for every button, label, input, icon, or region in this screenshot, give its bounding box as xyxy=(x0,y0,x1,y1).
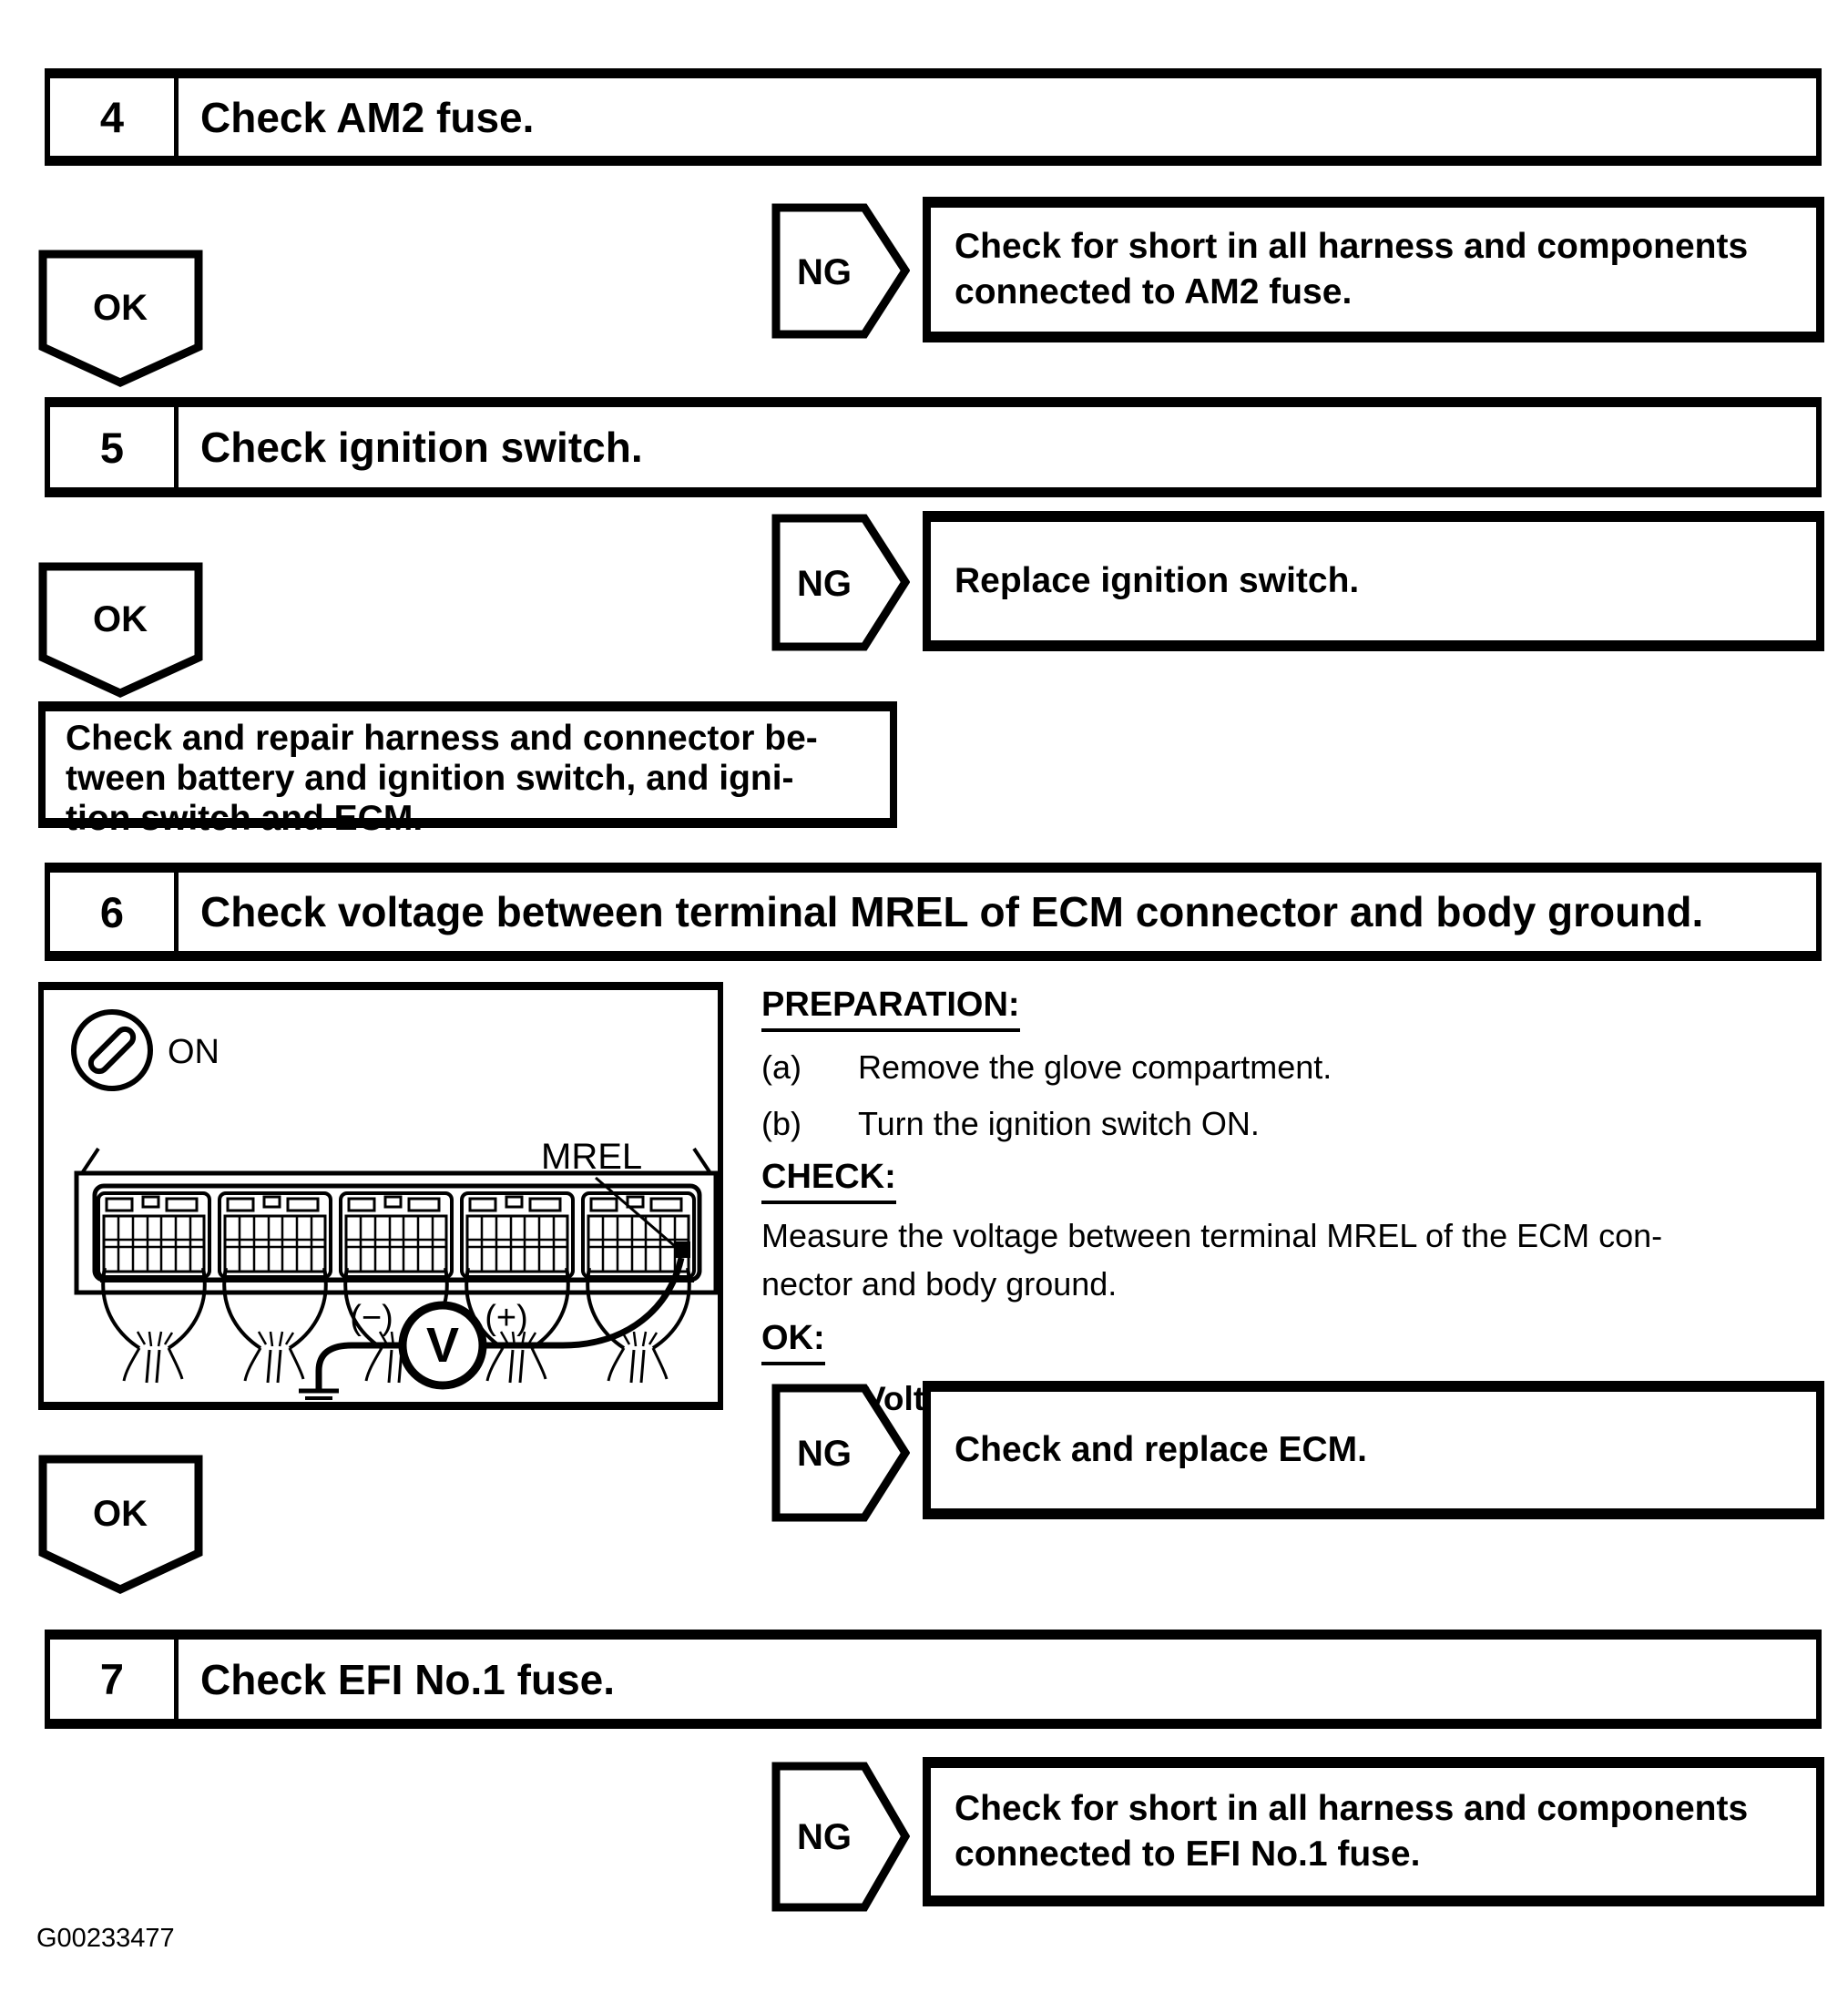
ok-label: OK xyxy=(93,288,148,328)
harness-repair-line: tween battery and ignition switch, and igni- xyxy=(66,759,794,798)
ng-action-line: Check for short in all harness and components xyxy=(955,227,1749,266)
ok-label: OK xyxy=(93,1494,148,1534)
ng-action-line: connected to AM2 fuse. xyxy=(955,272,1353,312)
ignition-key-icon xyxy=(74,1012,150,1088)
check-heading: CHECK: xyxy=(761,1156,896,1204)
item-label: (b) xyxy=(761,1105,801,1142)
ng-action-line: Replace ignition switch. xyxy=(955,561,1360,600)
ng-label: NG xyxy=(797,564,852,604)
harness-repair-line: Check and repair harness and connector be- xyxy=(66,719,818,758)
mrel-pin xyxy=(674,1242,690,1258)
mrel-terminal-label: MREL xyxy=(541,1137,643,1177)
step-7-ng-action-box xyxy=(923,1757,1824,1906)
voltmeter-symbol: V xyxy=(425,1318,460,1373)
step-5-title: Check ignition switch. xyxy=(200,424,643,471)
step-4-ng-arrow xyxy=(771,203,910,339)
step-4-box xyxy=(45,68,1822,166)
step-4-ng-action-box xyxy=(923,197,1824,342)
step-5-ng-arrow xyxy=(771,514,910,651)
check-text-line: nector and body ground. xyxy=(761,1265,1118,1303)
voltmeter-icon xyxy=(403,1305,483,1385)
step-7-number: 7 xyxy=(50,1640,179,1719)
step-4-ok-arrow xyxy=(38,250,203,387)
step-6-ng-arrow xyxy=(771,1384,910,1522)
step-7-ng-arrow xyxy=(771,1762,910,1912)
step-4-title: Check AM2 fuse. xyxy=(200,93,535,141)
ground-icon xyxy=(299,1391,339,1404)
ng-label: NG xyxy=(797,1817,852,1857)
step-5-box xyxy=(45,397,1822,497)
item-label: (a) xyxy=(761,1048,801,1086)
preparation-item-a xyxy=(761,1047,1822,1088)
ok-heading: OK: xyxy=(761,1317,825,1365)
ng-action-line: connected to EFI No.1 fuse. xyxy=(955,1834,1421,1874)
preparation-heading: PREPARATION: xyxy=(761,984,1020,1032)
step-5-number: 5 xyxy=(50,407,179,487)
positive-probe-label: (+) xyxy=(485,1299,528,1337)
ecm-measurement-illustration xyxy=(38,982,723,1410)
item-text: Remove the glove compartment. xyxy=(858,1048,1332,1086)
ng-label: NG xyxy=(797,1434,852,1474)
ng-label: NG xyxy=(797,252,852,292)
step-7-box xyxy=(45,1630,1822,1729)
figure-code: G00233477 xyxy=(36,1924,175,1953)
ok-label: OK xyxy=(93,599,148,639)
step-6-ng-action-box xyxy=(923,1381,1824,1519)
step-6-ok-arrow xyxy=(38,1455,203,1594)
step-6-box xyxy=(45,863,1822,961)
negative-probe-label: (−) xyxy=(350,1299,393,1337)
step-6-instructions xyxy=(761,984,1822,1420)
item-text: Turn the ignition switch ON. xyxy=(858,1105,1260,1142)
step-5-ng-action-box xyxy=(923,511,1824,651)
step-5-ok-arrow xyxy=(38,562,203,698)
ng-action-line: Check and replace ECM. xyxy=(955,1430,1367,1469)
ignition-on-label: ON xyxy=(168,1033,220,1071)
check-text-line: Measure the voltage between terminal MREL of the ECM con- xyxy=(761,1217,1663,1254)
preparation-item-b xyxy=(761,1103,1822,1145)
harness-repair-line: tion switch and ECM. xyxy=(66,799,424,838)
ng-action-line: Check for short in all harness and components xyxy=(955,1789,1749,1828)
step-6-number: 6 xyxy=(50,873,179,951)
step-4-number: 4 xyxy=(50,78,179,156)
step-7-title: Check EFI No.1 fuse. xyxy=(200,1655,616,1703)
harness-repair-box xyxy=(38,701,897,838)
step-6-title: Check voltage between terminal MREL of ECM connector and body ground. xyxy=(200,888,1704,935)
